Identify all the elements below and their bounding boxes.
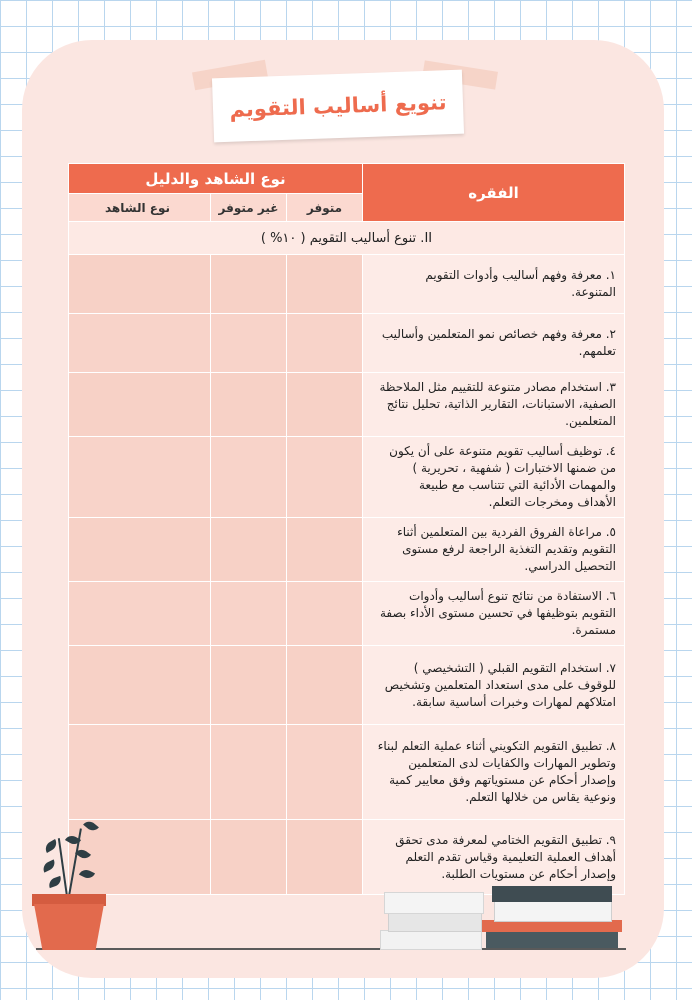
item-text: ٧. استخدام التقويم القبلي ( التشخيصي ) للوقوف على مدى استعداد المتعلمين وتشخيص امتلاكهم لمهارات وخبرات أساسية سابقة. xyxy=(363,646,625,725)
item-text: ٤. توظيف أساليب تقويم متنوعة على أن يكون من ضمنها الاختبارات ( شفهية ، تحريرية ) والمهمات الأدائية التي تتناسب مع طبيعة الأهداف ومخرجات التعلم. xyxy=(363,437,625,518)
available-cell[interactable] xyxy=(287,582,363,646)
shelf-line xyxy=(36,948,626,950)
table-row xyxy=(69,820,625,895)
header-faqra: الفقره xyxy=(363,164,625,222)
item-text: ٣. استخدام مصادر متنوعة للتقييم مثل الملاحظة الصفية، الاستبانات، التقارير الذاتية، تحليل نتائج المتعلمين. xyxy=(363,373,625,437)
available-cell[interactable] xyxy=(287,820,363,895)
unavailable-cell[interactable] xyxy=(211,725,287,820)
header-kind: نوع الشاهد xyxy=(69,194,211,222)
evidence-kind-cell[interactable] xyxy=(69,437,211,518)
unavailable-cell[interactable] xyxy=(211,314,287,373)
book xyxy=(494,900,612,922)
section-heading: II. تنوع أساليب التقويم ( ١٠% ) xyxy=(69,222,625,255)
evidence-kind-cell[interactable] xyxy=(69,314,211,373)
item-text: ٨. تطبيق التقويم التكويني أثناء عملية التعلم لبناء وتطوير المهارات والكفايات لدى المتعلمين وإصدار أحكام عن مستوياتهم وفق معايير كمية ونوعية يقاس من خلالها التعلم. xyxy=(363,725,625,820)
evidence-kind-cell[interactable] xyxy=(69,518,211,582)
item-text: ٥. مراعاة الفروق الفردية بين المتعلمين أثناء التقويم وتقديم التغذية الراجعة لرفع مستوى التحصيل الدراسي. xyxy=(363,518,625,582)
unavailable-cell[interactable] xyxy=(211,255,287,314)
unavailable-cell[interactable] xyxy=(211,518,287,582)
unavailable-cell[interactable] xyxy=(211,646,287,725)
header-evidence: نوع الشاهد والدليل xyxy=(69,164,363,194)
evidence-kind-cell[interactable] xyxy=(69,820,211,895)
evidence-kind-cell[interactable] xyxy=(69,373,211,437)
table-row xyxy=(69,314,625,373)
evidence-kind-cell[interactable] xyxy=(69,725,211,820)
plant-pot xyxy=(34,904,104,950)
table-row xyxy=(69,255,625,314)
table-row xyxy=(69,582,625,646)
item-text: ٩. تطبيق التقويم الختامي لمعرفة مدى تحقق أهداف العملية التعليمية وقياس تقدم التعلم وإصدار أحكام عن مستويات الطلبة. xyxy=(363,820,625,895)
table-row xyxy=(69,437,625,518)
evidence-kind-cell[interactable] xyxy=(69,582,211,646)
page-title: تنويع أساليب التقويم xyxy=(229,90,447,122)
table-row xyxy=(69,518,625,582)
unavailable-cell[interactable] xyxy=(211,437,287,518)
available-cell[interactable] xyxy=(287,725,363,820)
book xyxy=(388,912,482,932)
item-text: ٦. الاستفادة من نتائج تنوع أساليب وأدوات التقويم بتوظيفها في تحسين مستوى الأداء بصفة مستمرة. xyxy=(363,582,625,646)
unavailable-cell[interactable] xyxy=(211,820,287,895)
unavailable-cell[interactable] xyxy=(211,582,287,646)
book xyxy=(380,930,482,950)
unavailable-cell[interactable] xyxy=(211,373,287,437)
available-cell[interactable] xyxy=(287,314,363,373)
table-row xyxy=(69,646,625,725)
available-cell[interactable] xyxy=(287,255,363,314)
available-cell[interactable] xyxy=(287,518,363,582)
table-row xyxy=(69,725,625,820)
available-cell[interactable] xyxy=(287,437,363,518)
header-unavailable: غير متوفر xyxy=(211,194,287,222)
available-cell[interactable] xyxy=(287,646,363,725)
evaluation-table xyxy=(68,163,625,895)
item-text: ٢. معرفة وفهم خصائص نمو المتعلمين وأساليب تعلمهم. xyxy=(363,314,625,373)
book xyxy=(486,932,618,948)
book xyxy=(492,886,612,902)
book xyxy=(384,892,484,914)
table-row xyxy=(69,373,625,437)
evidence-kind-cell[interactable] xyxy=(69,646,211,725)
available-cell[interactable] xyxy=(287,373,363,437)
title-card xyxy=(212,70,464,143)
item-text: ١. معرفة وفهم أساليب وأدوات التقويم المتنوعة. xyxy=(363,255,625,314)
evidence-kind-cell[interactable] xyxy=(69,255,211,314)
header-available: متوفر xyxy=(287,194,363,222)
